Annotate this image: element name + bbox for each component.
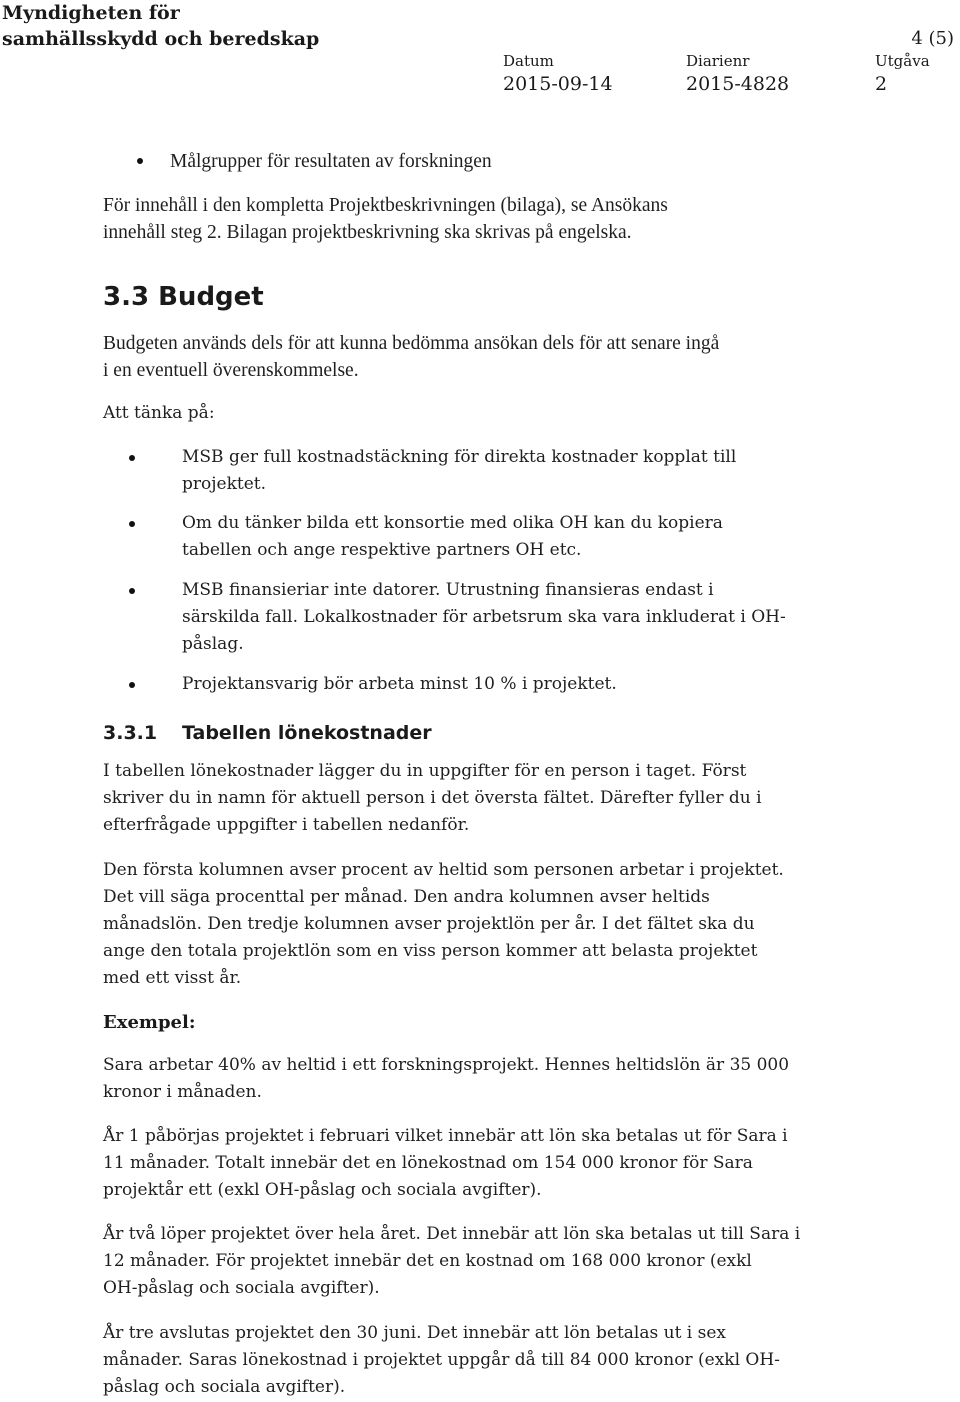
budget-bullet-3 xyxy=(182,577,786,658)
diarienr-value: 2015-4828 xyxy=(686,73,790,95)
text-line: projektet. xyxy=(182,474,267,494)
text-line: månadslön. Den tredje kolumnen avser projektlön per år. I det fältet ska du xyxy=(103,914,755,934)
bullet-dot xyxy=(129,682,135,688)
section-heading-budget: 3.3 Budget xyxy=(103,282,264,312)
diarienr-label: Diarienr xyxy=(686,52,750,70)
utgava-value: 2 xyxy=(875,73,888,95)
text-line: OH-påslag och sociala avgifter). xyxy=(103,1278,380,1298)
example-paragraph-1 xyxy=(103,1052,803,1106)
text-line: med ett visst år. xyxy=(103,968,242,988)
intro-paragraph xyxy=(103,192,803,246)
datum-label: Datum xyxy=(503,52,554,70)
example-paragraph-3 xyxy=(103,1221,803,1302)
text-line: År två löper projektet över hela året. Det innebär att lön ska betalas ut till Sara i xyxy=(103,1224,801,1244)
text-line: projektår ett (exkl OH-påslag och sociala avgifter). xyxy=(103,1180,542,1200)
text-line: månader. Saras lönekostnad i projektet uppgår då till 84 000 kronor (exkl OH- xyxy=(103,1350,780,1370)
text-line: kronor i månaden. xyxy=(103,1082,262,1102)
bullet-dot xyxy=(129,521,135,527)
example-paragraph-2 xyxy=(103,1123,803,1204)
text-line: 12 månader. För projektet innebär det en kostnad om 168 000 kronor (exkl xyxy=(103,1251,752,1271)
subsection-heading: Tabellen lönekostnader xyxy=(182,722,432,744)
text-line: i en eventuell överenskommelse. xyxy=(103,360,359,381)
page-number: 4 (5) xyxy=(911,28,954,49)
utgava-label: Utgåva xyxy=(875,52,930,70)
text-line: MSB finansieriar inte datorer. Utrustning finansieras endast i xyxy=(182,580,714,600)
bullet-dot xyxy=(129,588,135,594)
intro-bullet-text: Målgrupper för resultaten av forskningen xyxy=(170,151,492,172)
text-line: skriver du in namn för aktuell person i det översta fältet. Därefter fyller du i xyxy=(103,788,762,808)
text-line: tabellen och ange respektive partners OH etc. xyxy=(182,540,582,560)
budget-paragraph xyxy=(103,330,803,384)
text-line: påslag. xyxy=(182,634,244,654)
text-line: innehåll steg 2. Bilagan projektbeskrivning ska skrivas på engelska. xyxy=(103,222,632,243)
example-label: Exempel: xyxy=(103,1012,196,1033)
text-line: Budgeten används dels för att kunna bedömma ansökan dels för att senare ingå xyxy=(103,333,720,354)
bullet-dot xyxy=(129,455,135,461)
bullet-dot xyxy=(137,158,143,164)
budget-bullet-1 xyxy=(182,444,736,498)
datum-value: 2015-09-14 xyxy=(503,73,613,95)
text-line: I tabellen lönekostnader lägger du in uppgifter för en person i taget. Först xyxy=(103,761,747,781)
subsection-number: 3.3.1 xyxy=(103,722,158,744)
text-line: Projektansvarig bör arbeta minst 10 % i projektet. xyxy=(182,674,617,694)
text-line: ange den totala projektlön som en viss person kommer att belasta projektet xyxy=(103,941,758,961)
text-line: påslag och sociala avgifter). xyxy=(103,1377,346,1397)
table-paragraph-2 xyxy=(103,857,803,992)
text-line: År 1 påbörjas projektet i februari vilket innebär att lön ska betalas ut för Sara i xyxy=(103,1126,788,1146)
budget-bullet-2 xyxy=(182,510,723,564)
think-label: Att tänka på: xyxy=(103,403,215,423)
text-line: Det vill säga procenttal per månad. Den andra kolumnen avser heltids xyxy=(103,887,710,907)
text-line: 11 månader. Totalt innebär det en lönekostnad om 154 000 kronor för Sara xyxy=(103,1153,753,1173)
table-paragraph-1 xyxy=(103,758,803,839)
text-line: Den första kolumnen avser procent av heltid som personen arbetar i projektet. xyxy=(103,860,784,880)
text-line: MSB ger full kostnadstäckning för direkta kostnader kopplat till xyxy=(182,447,737,467)
text-line: särskilda fall. Lokalkostnader för arbetsrum ska vara inkluderat i OH- xyxy=(182,607,786,627)
budget-bullet-4 xyxy=(182,671,617,698)
text-line: Sara arbetar 40% av heltid i ett forskningsprojekt. Hennes heltidslön är 35 000 xyxy=(103,1055,790,1075)
org-name-line2: samhällsskydd och beredskap xyxy=(2,28,320,50)
text-line: År tre avslutas projektet den 30 juni. Det innebär att lön betalas ut i sex xyxy=(103,1323,727,1343)
text-line: För innehåll i den kompletta Projektbeskrivningen (bilaga), se Ansökans xyxy=(103,195,668,216)
text-line: Om du tänker bilda ett konsortie med olika OH kan du kopiera xyxy=(182,513,723,533)
example-paragraph-4 xyxy=(103,1320,803,1401)
text-line: efterfrågade uppgifter i tabellen nedanför. xyxy=(103,815,470,835)
org-name-line1: Myndigheten för xyxy=(2,2,180,24)
